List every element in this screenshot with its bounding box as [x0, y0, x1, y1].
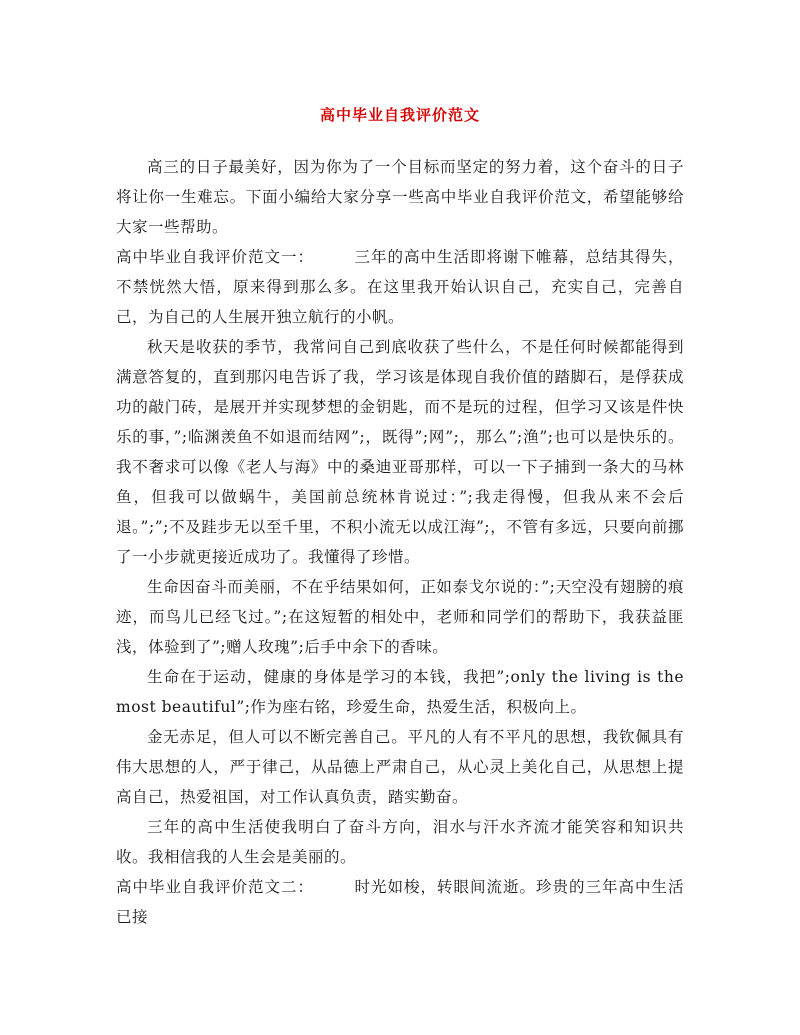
health-paragraph: 生命在于运动，健康的身体是学习的本钱，我把”;only the living is the most beautiful”;作为座右铭，珍爱生命，热爱生活，积极向上。 — [116, 668, 684, 716]
struggle-paragraph: 生命因奋斗而美丽，不在乎结果如何，正如泰戈尔说的：”;天空没有翅膀的痕迹，而鸟儿已经飞过。”;在这短暂的相处中，老师和同学们的帮助下，我获益匪浅，体验到了”;赠人玫瑰”;后手中余下的香味。 — [116, 578, 684, 656]
section-two-paragraph — [116, 872, 684, 932]
document-title: 高中毕业自我评价范文 — [319, 106, 480, 124]
section-one-paragraph — [116, 242, 684, 332]
section-one-text: 三年的高中生活即将谢下帷幕，总结其得失，不禁恍然大悟，原来得到那么多。在这里我开始认识自己，充实自己，完善自己，为自己的人生展开独立航行的小帆。 — [116, 248, 684, 326]
intro-paragraph: 高三的日子最美好，因为你为了一个目标而坚定的努力着，这个奋斗的日子将让你一生难忘。下面小编给大家分享一些高中毕业自我评价范文，希望能够给大家一些帮助。 — [116, 158, 684, 236]
section-two-text: 时光如梭，转眼间流逝。珍贵的三年高中生活已接 — [116, 878, 684, 926]
section-one-heading: 高中毕业自我评价范文一： — [116, 248, 314, 266]
document-body — [116, 152, 684, 932]
conclusion-paragraph: 三年的高中生活使我明白了奋斗方向，泪水与汗水齐流才能笑容和知识共收。我相信我的人生会是美丽的。 — [116, 818, 684, 866]
section-two-heading: 高中毕业自我评价范文二： — [116, 878, 314, 896]
autumn-paragraph: 秋天是收获的季节，我常问自己到底收获了些什么，不是任何时候都能得到满意答复的，直到那闪电告诉了我，学习该是体现自我价值的踏脚石，是俘获成功的敲门砖，是展开并实现梦想的金钥匙，而不是玩的过程，但学习又该是件快乐的事，”;临渊羡鱼不如退而结网”;，既得”;网”;，那么”;渔”;也可以是快乐的。我不奢求可以像《老人与海》中的桑迪亚哥那样，可以一下子捕到一条大的马林鱼，但我可以做蜗牛，美国前总统林肯说过：”;我走得慢，但我从来不会后退。”;”;不及跬步无以至千里，不积小流无以成江海”;，不管有多远，只要向前挪了一小步就更接近成功了。我懂得了珍惜。 — [116, 338, 684, 566]
self-improvement-paragraph: 金无赤足，但人可以不断完善自己。平凡的人有不平凡的思想，我钦佩具有伟大思想的人，严于律己，从品德上严肃自己，从心灵上美化自己，从思想上提高自己，热爱祖国，对工作认真负责，踏实勤奋。 — [116, 728, 684, 806]
